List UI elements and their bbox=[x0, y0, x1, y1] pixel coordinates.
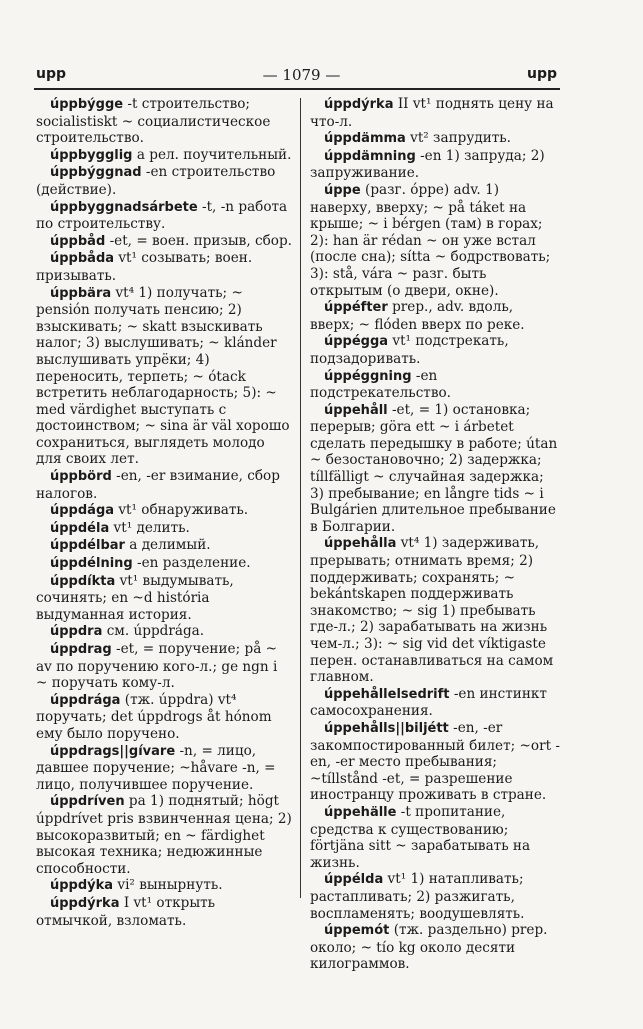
dictionary-entry bbox=[36, 250, 292, 284]
entry-definition: -en, -er закомпостированный билет; ~ort -en, -er место пребывания; ~tíllstånd -et, = разрешение иностранцу проживать в стране. bbox=[310, 719, 560, 804]
dictionary-entry bbox=[36, 743, 292, 794]
entry-headword: úppdíkta bbox=[50, 573, 116, 589]
entry-headword: úppdríven bbox=[50, 794, 125, 810]
dictionary-entry bbox=[36, 877, 292, 895]
dictionary-entry bbox=[310, 130, 560, 148]
entry-headword: úppehåll bbox=[324, 402, 388, 418]
entry-headword: úppdýrka bbox=[50, 895, 120, 911]
entry-definition: -t пропитание, средства к существованию; förtjäna sitt ~ зарабатывать на жизнь. bbox=[310, 803, 531, 871]
dictionary-entry bbox=[36, 793, 292, 877]
dictionary-entry bbox=[36, 895, 292, 929]
entry-definition: II vt¹ поднять цену на что-л. bbox=[310, 96, 554, 130]
dictionary-entry bbox=[310, 333, 560, 367]
entry-headword: úppdýka bbox=[50, 878, 114, 894]
entry-definition: vt¹ подстрекать, подзадоривать. bbox=[310, 333, 509, 367]
dictionary-entry bbox=[310, 402, 560, 536]
dictionary-entry bbox=[310, 686, 560, 720]
entry-definition: pa 1) поднятый; högt úppdrívet pris взвинченная цена; 2) высокоразвитый; en ~ färdighet высокая техника; недюжинные способности. bbox=[36, 793, 292, 877]
entry-definition: vt¹ 1) натапливать; растапливать; 2) разжигать, воспламенять; воодушевлять. bbox=[310, 871, 525, 922]
entry-definition: -n, = лицо, давшее поручение; ~håvare -n, = лицо, получившее поручение. bbox=[36, 742, 276, 793]
dictionary-entry bbox=[310, 96, 560, 130]
entry-definition: а рел. поучительный. bbox=[136, 146, 292, 163]
header-right-guideword: upp bbox=[526, 66, 557, 82]
dictionary-entry bbox=[36, 285, 292, 469]
entry-definition: -t строительство; socialistiskt ~ социалистическое строительство. bbox=[36, 96, 271, 147]
entry-definition: (тж. úppdra) vt⁴ поручать; det úppdrogs åt hónom ему было поручено. bbox=[36, 691, 272, 742]
entry-headword: úppdra bbox=[50, 624, 103, 640]
dictionary-entry bbox=[36, 199, 292, 233]
dictionary-entry bbox=[310, 804, 560, 871]
page-number: — 1079 — bbox=[262, 66, 341, 84]
entry-headword: úppehålla bbox=[324, 536, 397, 552]
entry-headword: úppbyggnadsárbete bbox=[50, 199, 198, 215]
entry-headword: úppbörd bbox=[50, 469, 112, 485]
entry-headword: úppbýgge bbox=[50, 97, 124, 112]
dictionary-entry bbox=[36, 537, 292, 555]
entry-headword: úppbåda bbox=[50, 251, 115, 267]
entry-definition: vt⁴ 1) задерживать, прерывать; отнимать время; 2) поддерживать; сохранять; ~ bekántskapen поддерживать знакомство; ~ sig 1) пребывать где-л.; 2) зарабатывать на жизнь чем-л.; 3): ~ sig vid det víktigaste перен. останавливаться на самом главном. bbox=[310, 535, 554, 686]
entry-headword: úppéggning bbox=[324, 368, 412, 384]
entry-headword: úppbära bbox=[50, 285, 112, 301]
entry-definition: -en, -er взимание, сбор налогов. bbox=[36, 468, 280, 502]
entry-headword: úppehälle bbox=[324, 804, 397, 820]
entry-headword: úppehålls||biljétt bbox=[324, 720, 449, 736]
entry-definition: vt¹ созывать; воен. призывать. bbox=[36, 250, 253, 284]
dictionary-entry bbox=[310, 535, 560, 685]
dictionary-entry bbox=[36, 233, 292, 251]
entry-definition: vt¹ выдумывать, сочинять; en ~d história выдуманная история. bbox=[36, 572, 234, 623]
entry-headword: úppdrags||gívare bbox=[50, 743, 176, 759]
entry-headword: úppdämning bbox=[324, 148, 416, 164]
entry-definition: -en подстрекательство. bbox=[310, 367, 451, 402]
left-column bbox=[36, 96, 292, 929]
dictionary-entry bbox=[36, 502, 292, 520]
dictionary-entry bbox=[36, 164, 292, 198]
dictionary-entry bbox=[36, 573, 292, 624]
entry-definition: -et, = 1) остановка; перерыв; göra ett ~ i árbetet сделать передышку в работе; útan ~ безостановочно; 2) задержка; tíllfälligt ~ случайная задержка; 3) пребывание; en långre tids ~ i Bulgárien длительное пребывание в Болгарии. bbox=[310, 401, 558, 535]
dictionary-entry bbox=[36, 520, 292, 538]
right-column bbox=[310, 96, 560, 973]
entry-definition: vt⁴ 1) получать; ~ pensión получать пенсию; 2) взыскивать; ~ skatt взыскивать налог; 3) выслушивать; ~ klánder выслушивать упрёки; 4) переносить, терпеть; ~ ótack встретить неблагодарность; 5): ~ med värdighet выступать с достоинством; ~ sina är väl хорошо сохраниться, выглядеть молодо для своих лет. bbox=[36, 284, 290, 468]
entry-definition: -en 1) запруда; 2) запруживание. bbox=[310, 147, 545, 182]
dictionary-entry bbox=[36, 623, 292, 641]
entry-definition: vt¹ делить. bbox=[113, 519, 190, 536]
dictionary-entry bbox=[36, 555, 292, 573]
entry-definition: -et, = воен. призыв, сбор. bbox=[109, 232, 292, 249]
entry-definition: (разг. óppe) adv. 1) наверху, вверху; ~ på táket на крыше; ~ i bérgen (там) в горах; 2): han är rédan ~ он уже встал (после сна); sítta ~ бодрствовать; 3): stå, vára ~ разг. быть открытым (о двери, окне). bbox=[310, 181, 551, 299]
entry-headword: úppemót bbox=[324, 923, 390, 939]
entry-definition: prep., adv. вдоль, вверх; ~ flóden вверх по реке. bbox=[310, 299, 525, 333]
header-left-guideword: upp bbox=[36, 66, 67, 82]
entry-headword: úppéfter bbox=[324, 300, 388, 316]
dictionary-entry bbox=[310, 922, 560, 973]
entry-definition: vt¹ обнаруживать. bbox=[118, 502, 249, 519]
entry-definition: а делимый. bbox=[129, 537, 211, 554]
entry-headword: úppdämma bbox=[324, 131, 406, 147]
entry-headword: úppdrága bbox=[50, 692, 121, 708]
dictionary-entry bbox=[310, 299, 560, 333]
dictionary-entry bbox=[310, 871, 560, 922]
entry-headword: úppdélbar bbox=[50, 538, 125, 554]
entry-headword: úppdýrka bbox=[324, 97, 394, 112]
entry-definition: vt² запрудить. bbox=[410, 130, 512, 147]
header-rule bbox=[34, 88, 560, 90]
dictionary-entry bbox=[310, 148, 560, 182]
dictionary-entry bbox=[310, 720, 560, 804]
dictionary-entry bbox=[310, 368, 560, 402]
dictionary-entry bbox=[36, 468, 292, 502]
entry-headword: úppdrag bbox=[50, 642, 112, 657]
entry-headword: úppbýggnad bbox=[50, 165, 142, 181]
entry-definition: см. úppdrága. bbox=[106, 623, 205, 640]
entry-definition: -t, -n работа по строительству. bbox=[36, 198, 288, 233]
entry-definition: -et, = поручение; på ~ av по поручению кого-л.; ge ngn i ~ поручать кому-л. bbox=[36, 641, 278, 692]
entry-headword: úppbåd bbox=[50, 233, 106, 249]
entry-headword: úppdélning bbox=[50, 556, 133, 572]
entry-headword: úppégga bbox=[324, 334, 389, 350]
dictionary-entry bbox=[36, 96, 292, 147]
column-divider bbox=[300, 98, 301, 898]
entry-headword: úppehållelsedrift bbox=[324, 686, 450, 702]
dictionary-entry bbox=[36, 641, 292, 692]
entry-headword: úppdéla bbox=[50, 520, 110, 536]
entry-headword: úppdága bbox=[50, 503, 115, 519]
entry-headword: úppe bbox=[324, 182, 361, 198]
dictionary-entry bbox=[310, 182, 560, 299]
entry-definition: vi² вынырнуть. bbox=[117, 877, 223, 894]
entry-definition: (тж. раздельно) prep. около; ~ tío kg около десяти килограммов. bbox=[310, 922, 548, 973]
entry-definition: -en строительство (действие). bbox=[36, 164, 276, 198]
entry-definition: -en инстинкт самосохранения. bbox=[310, 685, 547, 720]
entry-headword: úppélda bbox=[324, 872, 384, 888]
dictionary-entry bbox=[36, 147, 292, 165]
entry-definition: -en разделение. bbox=[137, 555, 251, 572]
entry-definition: I vt¹ открыть отмычкой, взломать. bbox=[36, 894, 216, 929]
entry-headword: úppbygglig bbox=[50, 147, 133, 163]
dictionary-entry bbox=[36, 692, 292, 743]
